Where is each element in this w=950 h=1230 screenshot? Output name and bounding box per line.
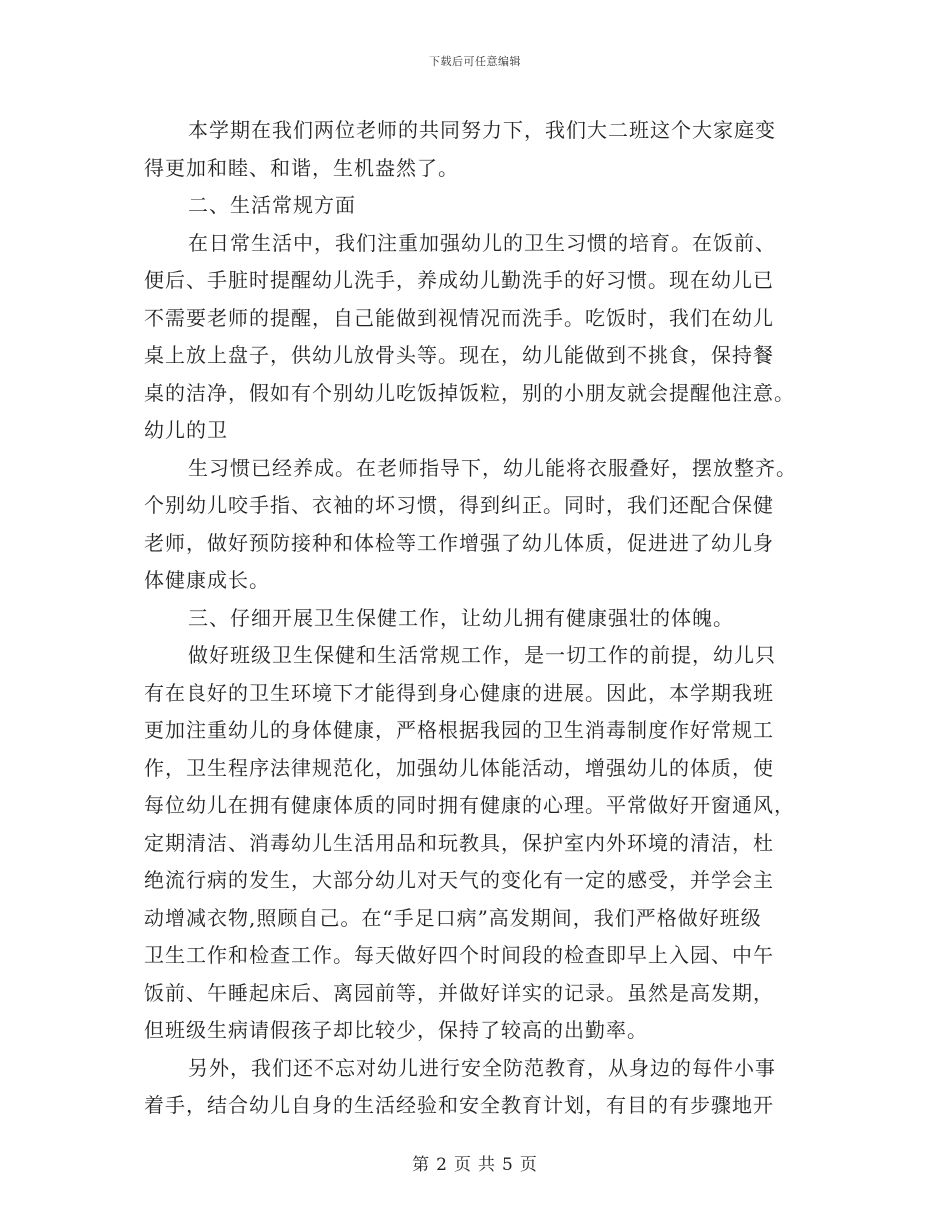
page-footer: [0, 1150, 950, 1175]
paragraph-line: 老师，做好预防接种和体检等工作增强了幼儿体质，促进进了幼儿身: [144, 530, 774, 555]
paragraph-line: 动增减衣物,照顾自己。在“手足口病”高发期间，我们严格做好班级: [144, 905, 762, 930]
footer-total-pages: 5: [502, 1155, 514, 1175]
paragraph-line: 幼儿的卫: [144, 418, 228, 442]
paragraph-line: 体健康成长。: [144, 568, 270, 592]
footer-total-prefix: 共: [478, 1155, 496, 1175]
paragraph-line: 桌上放上盘子，供幼儿放骨头等。现在，幼儿能做到不挑食，保持餐: [144, 343, 774, 367]
paragraph-line: 生习惯已经养成。在老师指导下，幼儿能将衣服叠好，摆放整齐。: [188, 455, 797, 480]
footer-page-word: 页: [454, 1155, 472, 1175]
document-body: [144, 112, 814, 1125]
footer-prefix: 第: [412, 1155, 431, 1175]
paragraph-line: 但班级生病请假孩子却比较少，保持了较高的出勤率。: [144, 1018, 648, 1042]
paragraph-line: 作，卫生程序法律规范化，加强幼儿体能活动，增强幼儿的体质，使: [144, 755, 774, 780]
paragraph-line: 做好班级卫生保健和生活常规工作，是一切工作的前提，幼儿只: [188, 643, 776, 667]
paragraph-line: 二、生活常规方面: [188, 193, 356, 217]
footer-suffix: 页: [519, 1155, 538, 1175]
paragraph-line: 桌的洁净，假如有个别幼儿吃饭掉饭粒，别的小朋友就会提醒他注意。: [144, 380, 795, 405]
paragraph-line: 绝流行病的发生，大部分幼儿对天气的变化有一定的感受，并学会主: [144, 868, 774, 892]
paragraph-line: 卫生工作和检查工作。每天做好四个时间段的检查即早上入园、中午: [144, 943, 774, 967]
paragraph-line: 不需要老师的提醒，自己能做到视情况而洗手。吃饭时，我们在幼儿: [144, 305, 774, 330]
paragraph-line: 在日常生活中，我们注重加强幼儿的卫生习惯的培育。在饭前、: [188, 230, 776, 255]
paragraph-line: 饭前、午睡起床后、离园前等，并做好详实的记录。虽然是高发期，: [144, 980, 774, 1005]
paragraph-line: 每位幼儿在拥有健康体质的同时拥有健康的心理。平常做好开窗通风，: [144, 793, 795, 817]
paragraph-line: 得更加和睦、和谐，生机盎然了。: [144, 155, 459, 180]
paragraph-line: 个别幼儿咬手指、衣袖的坏习惯，得到纠正。同时，我们还配合保健: [144, 493, 774, 517]
paragraph-line: 三、仔细开展卫生保健工作，让幼儿拥有健康强壮的体魄。: [188, 605, 734, 630]
paragraph-line: 着手，结合幼儿自身的生活经验和安全教育计划，有目的有步骤地开: [144, 1093, 774, 1117]
footer-current-page: 2: [436, 1155, 448, 1175]
paragraph-line: 另外，我们还不忘对幼儿进行安全防范教育，从身边的每件小事: [188, 1055, 776, 1080]
paragraph-line: 更加注重幼儿的身体健康，严格根据我园的卫生消毒制度作好常规工: [144, 718, 774, 742]
paragraph-line: 有在良好的卫生环境下才能得到身心健康的进展。因此，本学期我班: [144, 680, 774, 705]
page-header-note: 下载后可任意编辑: [429, 55, 521, 68]
paragraph-line: 定期清洁、消毒幼儿生活用品和玩教具，保护室内外环境的清洁，杜: [144, 830, 774, 855]
paragraph-line: 本学期在我们两位老师的共同努力下，我们大二班这个大家庭变: [188, 118, 776, 142]
paragraph-line: 便后、手脏时提醒幼儿洗手，养成幼儿勤洗手的好习惯。现在幼儿已: [144, 268, 774, 292]
